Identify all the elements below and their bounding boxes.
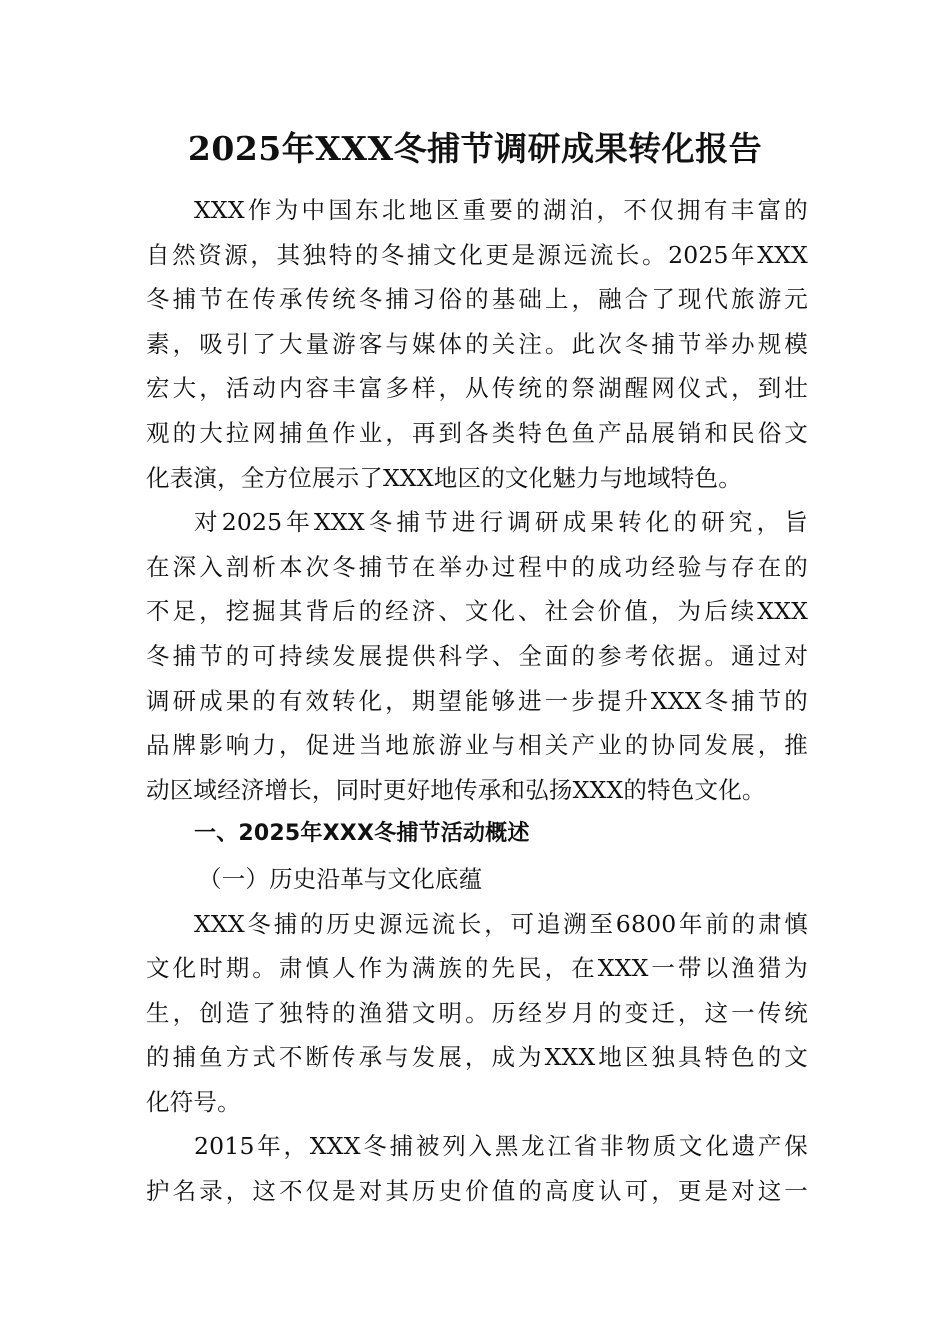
document-title: 2025年XXX冬捕节调研成果转化报告 <box>187 129 763 168</box>
text-line: 冬捕节的可持续发展提供科学、全面的参考依据。通过对 <box>146 641 808 670</box>
text-line: 冬捕节在传承传统冬捕习俗的基础上，融合了现代旅游元 <box>146 285 808 314</box>
text-line: 的捕鱼方式不断传承与发展，成为XXX地区独具特色的文 <box>146 1043 808 1072</box>
subsection-heading: （一）历史沿革与文化底蕴 <box>198 864 483 893</box>
text-line: 化符号。 <box>146 1087 241 1116</box>
text-line: 在深入剖析本次冬捕节在举办过程中的成功经验与存在的 <box>146 552 808 581</box>
text-line: 文化时期。肃慎人作为满族的先民，在XXX一带以渔猎为 <box>146 954 808 983</box>
text-line: 生，创造了独特的渔猎文明。历经岁月的变迁，这一传统 <box>146 998 808 1027</box>
text-line: 对2025年XXX冬捕节进行调研成果转化的研究，旨 <box>194 508 808 537</box>
text-line: 自然资源，其独特的冬捕文化更是源远流长。2025年XXX <box>146 240 808 269</box>
text-line: 护名录，这不仅是对其历史价值的高度认可，更是对这一 <box>146 1177 808 1206</box>
text-line: 观的大拉网捕鱼作业，再到各类特色鱼产品展销和民俗文 <box>146 418 808 447</box>
text-line: XXX作为中国东北地区重要的湖泊，不仅拥有丰富的 <box>194 196 808 224</box>
text-line: 调研成果的有效转化，期望能够进一步提升XXX冬捕节的 <box>146 686 808 715</box>
document-body <box>146 188 808 1214</box>
paragraph-purpose <box>146 500 808 812</box>
text-line: 宏大，活动内容丰富多样，从传统的祭湖醒网仪式，到壮 <box>146 374 808 403</box>
paragraph-heritage <box>146 1124 808 1213</box>
text-line: XXX冬捕的历史源远流长，可追溯至6800年前的肃慎 <box>194 909 808 938</box>
text-line: 素，吸引了大量游客与媒体的关注。此次冬捕节举办规模 <box>146 329 808 358</box>
text-line: 品牌影响力，促进当地旅游业与相关产业的协同发展，推 <box>146 731 808 760</box>
paragraph-intro <box>146 188 808 500</box>
text-line: 动区域经济增长，同时更好地传承和弘扬XXX的特色文化。 <box>146 775 766 804</box>
paragraph-history <box>146 902 808 1125</box>
text-line: 化表演，全方位展示了XXX地区的文化魅力与地域特色。 <box>146 463 742 492</box>
text-line: 2015年，XXX冬捕被列入黑龙江省非物质文化遗产保 <box>194 1132 808 1161</box>
section-heading: 一、2025年XXX冬捕节活动概述 <box>194 821 530 847</box>
text-line: 不足，挖掘其背后的经济、文化、社会价值，为后续XXX <box>146 597 808 626</box>
